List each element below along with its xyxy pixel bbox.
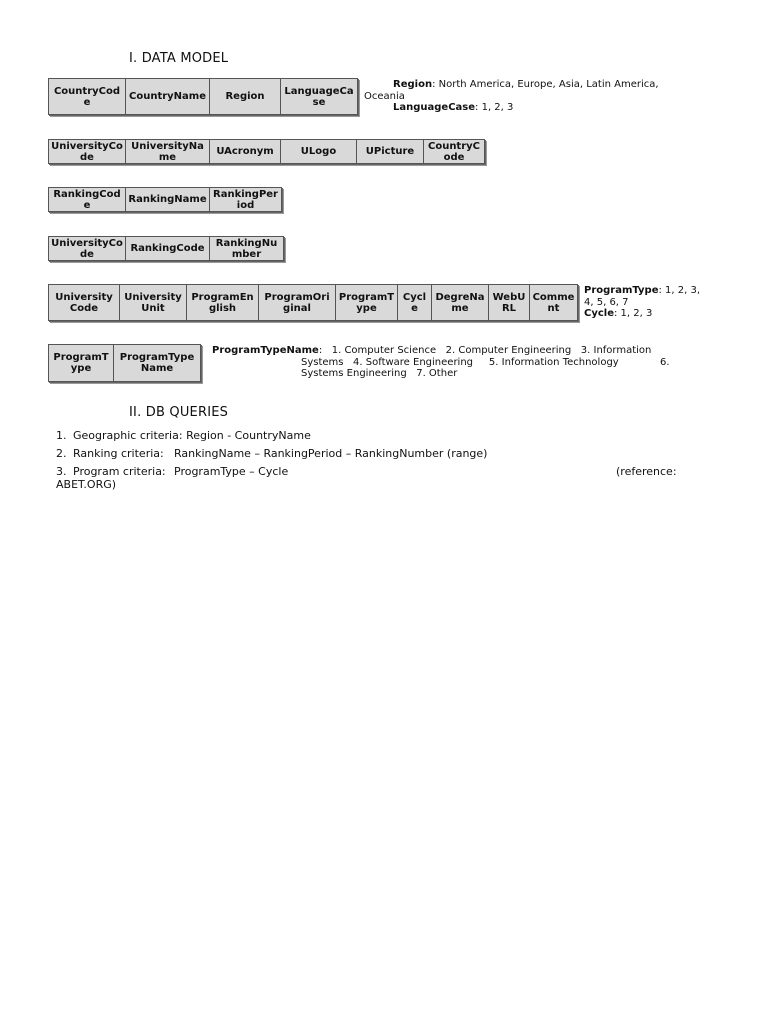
query-label: Program criteria: (73, 465, 166, 478)
table-cell: Cycle (398, 285, 432, 320)
query-label: Geographic criteria: (73, 429, 183, 442)
table-cell: RankingName (126, 188, 210, 211)
table-cell: ProgramEnglish (187, 285, 259, 320)
region-value: : North America, Europe, Asia, Latin America, (432, 79, 659, 90)
query-label: Ranking criteria: (73, 447, 164, 460)
university-table (48, 139, 485, 164)
cycle-label: Cycle (584, 308, 614, 319)
programtypename-label: ProgramTypeName (212, 345, 319, 356)
table-cell: RankingPeriod (210, 188, 281, 211)
query-item (56, 465, 676, 478)
university-ranking-table (48, 236, 284, 261)
table-cell: ProgramType (49, 345, 114, 381)
table-cell: Comment (530, 285, 577, 320)
query-value: ProgramType – Cycle (174, 465, 289, 478)
query-item (56, 447, 488, 460)
region-note (364, 79, 674, 114)
table-cell: University Code (49, 285, 120, 320)
table-cell: ProgramType Name (114, 345, 200, 381)
programtypename-line3: Systems Engineering 7. Other (301, 368, 458, 379)
program-type-table (48, 344, 201, 382)
languagecase-value: : 1, 2, 3 (475, 102, 514, 113)
section-title-db-queries: II. DB QUERIES (129, 405, 229, 420)
programtype-value: : 1, 2, 3, (658, 285, 701, 296)
query-reference-cont: ABET.ORG) (56, 478, 117, 491)
query-item (56, 429, 311, 442)
region-value-cont: Oceania (364, 90, 405, 102)
section-title-data-model: I. DATA MODEL (129, 51, 229, 66)
table-cell: WebURL (489, 285, 530, 320)
table-cell: RankingCode (126, 237, 210, 260)
region-label: Region (393, 79, 433, 90)
query-number: 3. (56, 465, 67, 478)
programtypename-note (212, 345, 692, 380)
table-cell: CountryCode (424, 140, 484, 163)
cycle-value: : 1, 2, 3 (614, 308, 653, 319)
table-cell: CountryCode (49, 79, 126, 114)
programtypename-line2: Systems 4. Software Engineering 5. Information Technology 6. (301, 356, 670, 368)
table-cell: CountryName (126, 79, 210, 114)
table-cell: UniversityCode (49, 237, 126, 260)
table-cell: LanguageCase (281, 79, 357, 114)
query-number: 2. (56, 447, 67, 460)
languagecase-label: LanguageCase (393, 102, 476, 113)
query-number: 1. (56, 429, 67, 442)
query-value: RankingName – RankingPeriod – RankingNumber (range) (174, 447, 488, 460)
programtype-value-cont: 4, 5, 6, 7 (584, 296, 629, 308)
table-cell: UniversityCode (49, 140, 126, 163)
table-cell: ProgramOriginal (259, 285, 336, 320)
table-cell: UAcronym (210, 140, 281, 163)
programtype-label: ProgramType (584, 285, 659, 296)
query-reference: (reference: (616, 465, 677, 478)
table-cell: UPicture (357, 140, 424, 163)
program-table (48, 284, 578, 321)
query-value: Region - CountryName (186, 429, 311, 442)
table-cell: Region (210, 79, 281, 114)
programtypename-line1: : 1. Computer Science 2. Computer Engineering 3. Information (318, 345, 652, 356)
table-cell: ULogo (281, 140, 357, 163)
programtype-note (584, 285, 724, 320)
country-table (48, 78, 358, 115)
table-cell: RankingNumber (210, 237, 283, 260)
table-cell: UniversityName (126, 140, 210, 163)
ranking-table (48, 187, 282, 212)
table-cell: DegreName (432, 285, 489, 320)
table-cell: University Unit (120, 285, 187, 320)
table-cell: RankingCode (49, 188, 126, 211)
table-cell: ProgramType (336, 285, 398, 320)
